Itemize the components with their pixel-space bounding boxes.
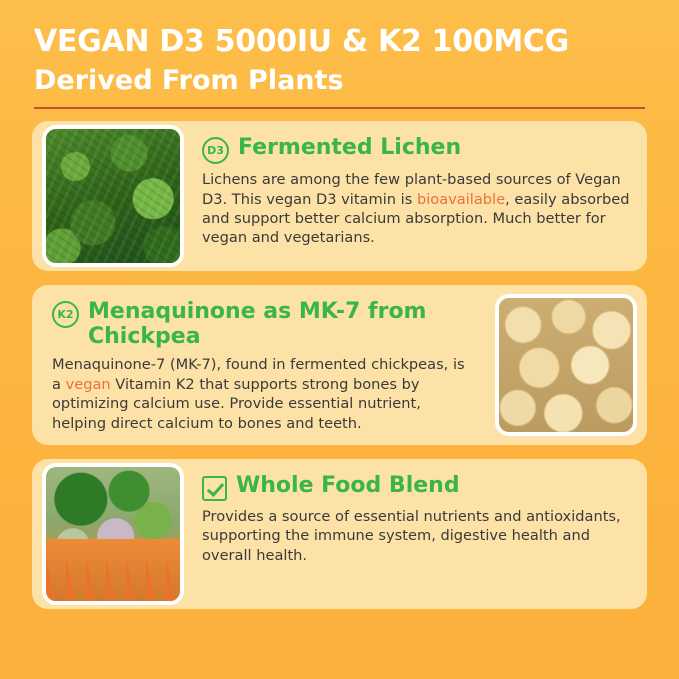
card-body-text-before: Provides a source of essential nutrients and antioxidants, supporting the immune system, digestive health and overall health. <box>202 508 621 564</box>
card-body-text-after: Vitamin K2 that supports strong bones by optimizing calcium use. Provide essential nutrient, helping direct calcium to bones and teeth. <box>52 375 421 432</box>
card-body-text-before: Menaquinone-7 (MK-7), found in fermented chickpeas, is a <box>52 356 465 393</box>
d3-badge-icon: D3 <box>202 137 229 164</box>
card-body <box>202 507 631 565</box>
feature-card-menaquinone-mk7 <box>32 285 647 445</box>
card-body-highlight: bioavailable <box>416 190 506 208</box>
card-body-text-before: Lichens are among the few plant-based sources of Vegan D3. This vegan D3 vitamin is <box>202 171 621 208</box>
card-title: Whole Food Blend <box>236 473 460 499</box>
header-divider <box>34 107 645 109</box>
card-header <box>52 299 467 349</box>
card-body <box>52 355 467 433</box>
k2-badge-icon: K2 <box>52 301 79 328</box>
card-body <box>202 170 631 248</box>
chickpeas-image <box>499 298 633 432</box>
card-title: Fermented Lichen <box>238 135 462 161</box>
checkmark-icon <box>202 476 227 501</box>
vegetables-photo <box>42 463 184 605</box>
feature-card-fermented-lichen <box>32 121 647 271</box>
moss-lichen-image <box>46 129 180 263</box>
vegetables-image <box>46 467 180 601</box>
card-body-highlight: vegan <box>65 375 111 393</box>
card-title: Menaquinone as MK-7 from Chickpea <box>88 299 427 349</box>
page-subheadline: Derived From Plants <box>34 64 344 96</box>
card-header <box>202 135 631 164</box>
page-headline: VEGAN D3 5000IU & K2 100MCG <box>34 24 569 59</box>
moss-lichen-photo <box>42 125 184 267</box>
card-header <box>202 473 631 501</box>
card-body-text-after: , easily absorbed and support better calcium absorption. Much better for vegan and vegetarians. <box>202 190 630 247</box>
chickpeas-photo <box>495 294 637 436</box>
feature-card-whole-food-blend <box>32 459 647 609</box>
